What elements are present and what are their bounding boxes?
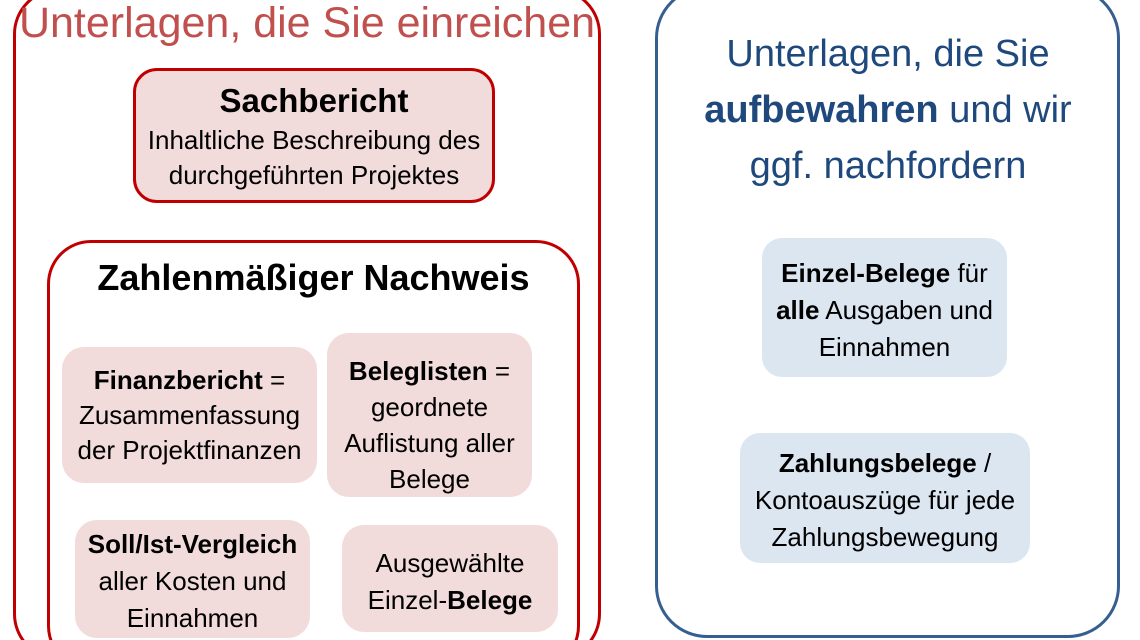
nachweis-heading: Zahlenmäßiger Nachweis	[97, 257, 530, 298]
einzel-belege-box: Einzel-Belege für alle Ausgaben und Einnahmen	[762, 238, 1007, 377]
zahlungsbelege-box: Zahlungsbelege / Kontoauszüge für jede Zahlungsbewegung	[740, 433, 1030, 563]
sachbericht-body: Inhaltliche Beschreibung des durchgeführten Projektes	[147, 125, 481, 190]
sachbericht-heading: Sachbericht	[219, 82, 409, 119]
soll-ist-vergleich-box: Soll/Ist-Vergleich aller Kosten und Einnahmen	[75, 520, 310, 638]
ausgewaehlte-belege-box: Ausgewählte Einzel-Belege	[342, 525, 558, 632]
finanzbericht-box: Finanzbericht = Zusammenfassung der Projektfinanzen	[62, 347, 317, 483]
sachbericht-box	[133, 68, 495, 203]
beleglisten-box: Beleglisten = geordnete Auflistung aller Belege	[327, 333, 532, 497]
keep-panel-title: Unterlagen, die Sie aufbewahren und wir ggf. nachfordern	[704, 33, 1072, 187]
submit-panel-title: Unterlagen, die Sie einreichen	[18, 0, 596, 47]
